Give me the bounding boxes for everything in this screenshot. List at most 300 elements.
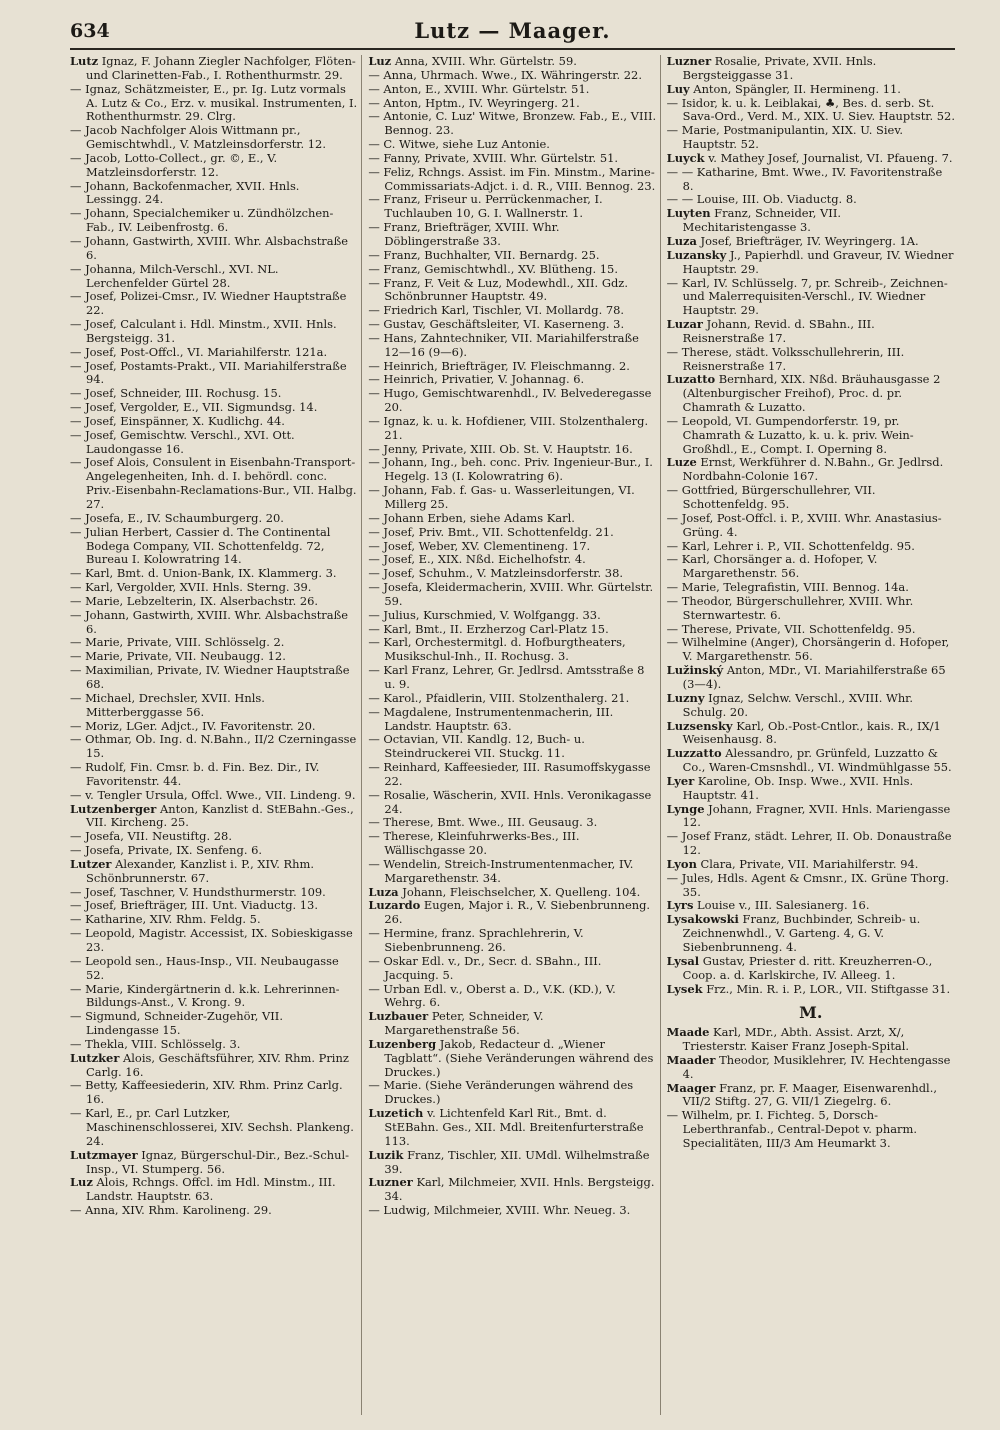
entry-text: — Karl, Bmt. d. Union-Bank, IX. Klammerg. 3. <box>70 566 337 581</box>
directory-entry <box>667 913 955 955</box>
entry-text: Gustav, Priester d. ritt. Kreuzherren-O., Coop. a. d. Karlskirche, IV. Alleeg. 1. <box>682 953 933 982</box>
entry-text: — Marie, Kindergärtnerin d. k.k. Lehrerinnen-Bildungs-Anst., V. Krong. 9. <box>70 981 340 1010</box>
entry-text: — Heinrich, Briefträger, IV. Fleischmanng. 2. <box>368 358 630 373</box>
directory-entry <box>368 761 656 789</box>
entry-text: — Therese, Bmt. Wwe., III. Geusaug. 3. <box>368 815 598 830</box>
entry-text: Alessandro, pr. Grünfeld, Luzzatto & Co., Waren-Cmsnshdl., VI. Windmühlgasse 55. <box>682 746 952 775</box>
entry-text: — Josef, E., XIX. Nßd. Eichelhofstr. 4. <box>368 552 586 567</box>
directory-entry <box>368 221 656 249</box>
directory-entry <box>667 55 955 83</box>
entry-text: Anton, Spängler, II. Hermineng. 11. <box>689 81 901 96</box>
directory-entry <box>70 152 358 180</box>
entry-surname: Maader <box>666 1052 716 1067</box>
section-letter: M. <box>799 1003 823 1023</box>
directory-entry <box>368 332 656 360</box>
directory-entry <box>368 955 656 983</box>
entry-surname: Luzsensky <box>666 718 733 733</box>
directory-entry <box>667 456 955 484</box>
entry-surname: Luza <box>666 233 697 248</box>
entry-text: — Moriz, LGer. Adjct., IV. Favoritenstr. 20. <box>70 718 316 733</box>
entry-text: — Josefa, Kleidermacherin, XVIII. Whr. Gürtelstr. 59. <box>368 580 654 608</box>
directory-entry <box>368 110 656 138</box>
directory-entry <box>70 886 358 900</box>
directory-entry <box>368 484 656 512</box>
directory-entry <box>667 803 955 831</box>
entry-text: — Octavian, VII. Kandlg. 12, Buch- u. Steindruckerei VII. Stuckg. 11. <box>368 732 585 761</box>
directory-entry <box>667 830 955 858</box>
entry-text: — — Louise, III. Ob. Viaductg. 8. <box>666 192 857 207</box>
directory-entry <box>667 249 955 277</box>
directory-entry <box>70 415 358 429</box>
entry-text: — Maximilian, Private, IV. Wiedner Hauptstraße 68. <box>70 663 350 691</box>
entry-text: — Wilhelmine (Anger), Chorsängerin d. Hofoper, V. Margarethenstr. 56. <box>666 635 950 664</box>
entry-text: — Johann, Gastwirth, XVIII. Whr. Alsbachstraße 6. <box>70 607 348 636</box>
entry-text: — — Katharine, Bmt. Wwe., IV. Favoritenstraße 8. <box>666 164 943 193</box>
entry-text: Ignaz, Bürgerschul-Dir., Bez.-Schul-Insp., VI. Stumperg. 56. <box>86 1147 350 1176</box>
entry-text: Louise v., III. Salesianerg. 16. <box>693 898 870 913</box>
column-right <box>667 55 958 1415</box>
directory-entry <box>70 789 358 803</box>
entry-text: — Franz, F. Veit & Luz, Modewhdl., XII. Gdz. Schönbrunner Hauptstr. 49. <box>368 275 628 304</box>
entry-surname: Luzny <box>666 690 705 705</box>
entry-surname: Lutzker <box>70 1050 120 1065</box>
directory-entry <box>667 277 955 319</box>
entry-text: — Karl, Lehrer i. P., VII. Schottenfeldg. 95. <box>666 538 915 553</box>
entry-surname: Lyon <box>666 856 697 871</box>
entry-surname: Luzar <box>666 317 703 332</box>
entry-text: — Johann, Ing., beh. conc. Priv. Ingenieur-Bur., I. Hegelg. 13 (I. Kolowratring 6). <box>368 455 653 484</box>
directory-entry <box>368 83 656 97</box>
entry-text: — Urban Edl. v., Oberst a. D., V.K. (KD.), V. Wehrg. 6. <box>368 981 616 1010</box>
directory-entry <box>70 899 358 913</box>
entry-text: — Marie. (Siehe Veränderungen während des Druckes.) <box>368 1078 634 1107</box>
entry-text: — Leopold, Magistr. Accessist, IX. Sobieskigasse 23. <box>70 926 353 954</box>
entry-text: — Marie, Telegrafistin, VIII. Bennog. 14a. <box>666 580 909 595</box>
entry-surname: Luzzatto <box>666 746 722 761</box>
directory-entry <box>70 844 358 858</box>
entry-surname: Luzner <box>666 55 712 68</box>
entry-text: — Josefa, Private, IX. Senfeng. 6. <box>70 843 263 858</box>
entry-surname: Luza <box>368 884 399 899</box>
directory-entry <box>667 858 955 872</box>
entry-text: — Karl, Vergolder, XVII. Hnls. Sterng. 39. <box>70 580 312 595</box>
directory-entry <box>368 387 656 415</box>
entry-text: — Antonie, C. Luz' Witwe, Bronzew. Fab., E., VIII. Bennog. 23. <box>368 109 657 138</box>
entry-text: Anton, Kanzlist d. StEBahn.-Ges., VII. Kircheng. 25. <box>86 801 354 830</box>
entry-text: — Isidor, k. u. k. Leiblakai, ♣, Bes. d. serb. St. Sava-Ord., Verd. M., XIX. U. Siev. Hauptstr. 52. <box>666 95 955 124</box>
entry-text: — Karol., Pfaidlerin, VIII. Stolzenthalerg. 21. <box>368 690 630 705</box>
entry-surname: Luze <box>666 455 697 470</box>
directory-entry <box>368 540 656 554</box>
directory-entry <box>70 913 358 927</box>
directory-entry <box>368 983 656 1011</box>
directory-entry <box>70 733 358 761</box>
directory-entry <box>667 83 955 97</box>
directory-entry <box>70 664 358 692</box>
entry-text: — Marie, Private, VII. Neubaugg. 12. <box>70 649 286 664</box>
directory-entry <box>70 636 358 650</box>
entry-text: Ignaz, Selchw. Verschl., XVIII. Whr. Schulg. 20. <box>682 690 914 719</box>
directory-entry <box>70 1010 358 1038</box>
entry-text: — Karl, Bmt., II. Erzherzog Carl-Platz 15. <box>368 621 609 636</box>
directory-entry <box>70 927 358 955</box>
entry-text: — Josef, Post-Offcl. i. P., XVIII. Whr. Anastasius-Grüng. 4. <box>666 510 942 539</box>
directory-entry <box>368 830 656 858</box>
entry-text: Karl, MDr., Abth. Assist. Arzt, X/, Triesterstr. Kaiser Franz Joseph-Spital. <box>682 1025 910 1054</box>
directory-entry <box>667 484 955 512</box>
entry-text: — Josef, Taschner, V. Hundsthurmerstr. 109. <box>70 884 326 899</box>
entry-text: Alexander, Kanzlist i. P., XIV. Rhm. Schönbrunnerstr. 67. <box>86 856 315 885</box>
directory-entry <box>70 650 358 664</box>
directory-entry <box>368 373 656 387</box>
entry-surname: Lutzer <box>70 856 112 871</box>
entry-text: Johann, Fleischselcher, X. Quelleng. 104. <box>398 884 641 899</box>
entry-text: — Franz, Gemischtwhdl., XV. Blütheng. 15. <box>368 261 618 276</box>
entry-text: — Jules, Hdls. Agent & Cmsnr., IX. Grüne Thorg. 35. <box>666 870 950 899</box>
directory-entry <box>70 55 358 83</box>
entry-text: — Reinhard, Kaffeesieder, III. Rasumoffskygasse 22. <box>368 760 651 788</box>
entry-text: — Rudolf, Fin. Cmsr. b. d. Fin. Bez. Dir., IV. Favoritenstr. 44. <box>70 760 320 788</box>
entry-text: — Karl, IV. Schlüsselg. 7, pr. Schreib-, Zeichnen- und Malerrequisiten-Verschl., IV. Wiedner Hauptstr. 29. <box>666 275 948 318</box>
entry-text: Karoline, Ob. Insp. Wwe., XVII. Hnls. Hauptstr. 41. <box>682 773 914 802</box>
directory-entry <box>70 803 358 831</box>
directory-entry <box>70 360 358 388</box>
directory-entry <box>70 83 358 125</box>
directory-entry <box>667 1026 955 1054</box>
entry-surname: Lutz <box>70 55 99 68</box>
entry-text: — Karl, E., pr. Carl Lutzker, Maschinenschlosserei, XIV. Sechsh. Plankeng. 24. <box>70 1106 354 1148</box>
entry-text: Eugen, Major i. R., V. Siebenbrunneng. 26. <box>384 898 651 927</box>
entry-text: J., Papierhdl. und Graveur, IV. Wiedner Hauptstr. 29. <box>682 247 954 276</box>
entry-text: — Wendelin, Streich-Instrumentenmacher, IV. Margarethenstr. 34. <box>368 856 634 885</box>
directory-entry <box>368 304 656 318</box>
directory-entry <box>667 415 955 457</box>
entry-text: Johann, Fragner, XVII. Hnls. Mariengasse 12. <box>682 801 951 830</box>
entry-text: — Josefa, E., IV. Schaumburgerg. 20. <box>70 510 284 525</box>
directory-entry <box>368 664 656 692</box>
entry-text: — Hermine, franz. Sprachlehrerin, V. Siebenbrunneng. 26. <box>368 926 584 954</box>
directory-entry <box>667 581 955 595</box>
entry-text: Ernst, Werkführer d. N.Bahn., Gr. Jedlrsd. Nordbahn-Colonie 167. <box>682 455 944 484</box>
directory-entry <box>70 955 358 983</box>
entry-text: Anton, MDr., VI. Mariahilferstraße 65 (3—4). <box>682 663 946 691</box>
entry-text: v. Lichtenfeld Karl Rit., Bmt. d. StEBahn. Ges., XII. Mdl. Breitenfurterstraße 113. <box>384 1106 644 1148</box>
directory-entry <box>368 733 656 761</box>
entry-text: Frz., Min. R. i. P., LOR., VII. Stiftgasse 31. <box>702 981 951 996</box>
entry-text: Franz, Buchbinder, Schreib- u. Zeichnenwhdl., V. Garteng. 4, G. V. Siebenbrunneng. 4. <box>682 912 921 954</box>
entry-text: Jakob, Redacteur d. „Wiener Tagblatt“. (Siehe Veränderungen während des Druckes.) <box>384 1036 654 1079</box>
directory-entry <box>667 166 955 194</box>
directory-entry <box>70 830 358 844</box>
directory-entry <box>368 927 656 955</box>
entry-text: — Michael, Drechsler, XVII. Hnls. Mitterberggasse 56. <box>70 690 265 719</box>
entry-surname: Luzatto <box>666 372 716 387</box>
entry-text: — Johanna, Milch-Verschl., XVI. NL. Lerchenfelder Gürtel 28. <box>70 261 279 290</box>
directory-entry <box>70 858 358 886</box>
directory-entry <box>368 526 656 540</box>
directory-entry <box>368 1149 656 1177</box>
directory-entry <box>368 553 656 567</box>
entry-text: — Therese, Private, VII. Schottenfeldg. 95. <box>666 621 916 636</box>
directory-entry <box>70 1176 358 1204</box>
entry-surname: Luzetich <box>368 1106 424 1121</box>
page-number: 634 <box>70 20 110 42</box>
entry-text: — Othmar, Ob. Ing. d. N.Bahn., II/2 Czerningasse 15. <box>70 732 357 761</box>
column-middle <box>368 55 660 1415</box>
directory-entry <box>368 789 656 817</box>
entry-surname: Maade <box>666 1025 710 1040</box>
entry-text: — Therese, städt. Volksschullehrerin, III. Reisnerstraße 17. <box>666 344 905 373</box>
directory-entry <box>667 747 955 775</box>
directory-entry <box>667 1054 955 1082</box>
directory-entry <box>667 207 955 235</box>
entry-text: — Ignaz, Schätzmeister, E., pr. Ig. Lutz vormals A. Lutz & Co., Erz. v. musikal. Instrumenten, I. Rothenthurmstr. 29. Clrg. <box>70 81 358 124</box>
directory-entry <box>667 193 955 207</box>
directory-entry <box>70 180 358 208</box>
directory-entry <box>70 526 358 568</box>
entry-text: Ignaz, F. Johann Ziegler Nachfolger, Flöten- und Clarinetten-Fab., I. Rothenthurmstr. 29. <box>86 55 356 82</box>
directory-entry <box>70 1079 358 1107</box>
entry-text: — Marie, Lebzelterin, IX. Alserbachstr. 26. <box>70 593 319 608</box>
entry-text: Johann, Revid. d. SBahn., III. Reisnerstraße 17. <box>682 317 875 345</box>
directory-entry <box>368 1204 656 1218</box>
entry-text: — Wilhelm, pr. I. Fichteg. 5, Dorsch-Leberthranfab., Central-Depot v. pharm. Specialitäten, III/3 Am Heumarkt 3. <box>666 1108 917 1150</box>
directory-entry <box>667 1082 955 1110</box>
entry-text: Franz, pr. F. Maager, Eisenwarenhdl., VII/2 Stiftg. 27, G. VII/1 Ziegelrg. 6. <box>682 1080 937 1109</box>
entry-text: — Jacob Nachfolger Alois Wittmann pr., Gemischtwhdl., V. Matzleinsdorferstr. 12. <box>70 123 326 152</box>
directory-entry <box>368 193 656 221</box>
directory-entry <box>667 692 955 720</box>
entry-text: — Theodor, Bürgerschullehrer, XVIII. Whr. Sternwartestr. 6. <box>666 593 914 622</box>
directory-entry <box>368 360 656 374</box>
directory-entry <box>70 429 358 457</box>
directory-columns <box>70 55 958 1415</box>
directory-entry <box>70 1107 358 1149</box>
entry-text: Theodor, Musiklehrer, IV. Hechtengasse 4. <box>682 1052 951 1081</box>
directory-entry <box>667 595 955 623</box>
directory-entry <box>667 152 955 166</box>
entry-text: Rosalie, Private, XVII. Hnls. Bergsteiggasse 31. <box>682 55 877 82</box>
entry-text: — Therese, Kleinfuhrwerks-Bes., III. Wällischgasse 20. <box>368 829 580 858</box>
entry-text: — Josef, Post-Offcl., VI. Mariahilferstr. 121a. <box>70 344 328 359</box>
entry-text: — Josef, Polizei-Cmsr., IV. Wiedner Hauptstraße 22. <box>70 289 347 318</box>
directory-entry <box>667 540 955 554</box>
entry-surname: Luz <box>70 1175 93 1190</box>
entry-text: — Jenny, Private, XIII. Ob. St. V. Hauptstr. 16. <box>368 441 633 456</box>
directory-entry <box>70 609 358 637</box>
directory-entry <box>667 553 955 581</box>
entry-text: — Josef, Vergolder, E., VII. Sigmundsg. 14. <box>70 400 318 415</box>
entry-text: — Leopold sen., Haus-Insp., VII. Neubaugasse 52. <box>70 953 339 982</box>
directory-entry <box>70 595 358 609</box>
directory-entry <box>368 1038 656 1080</box>
directory-entry <box>70 720 358 734</box>
directory-entry <box>368 886 656 900</box>
entry-surname: Lužinský <box>666 663 724 678</box>
directory-entry <box>368 1010 656 1038</box>
directory-entry <box>368 636 656 664</box>
entry-surname: Maager <box>666 1080 716 1095</box>
entry-surname: Lyrs <box>666 898 694 913</box>
entry-surname: Lutzmayer <box>70 1147 138 1162</box>
directory-entry <box>368 415 656 443</box>
entry-text: — Karl, Chorsänger a. d. Hofoper, V. Margarethenstr. 56. <box>666 552 878 581</box>
entry-text: — Anna, XIV. Rhm. Karolineng. 29. <box>70 1203 272 1218</box>
entry-text: — Josef, Gemischtw. Verschl., XVI. Ott. Laudongasse 16. <box>70 427 295 456</box>
directory-entry <box>368 456 656 484</box>
directory-entry <box>368 1079 656 1107</box>
entry-text: — C. Witwe, siehe Luz Antonie. <box>368 137 550 152</box>
entry-surname: Lutzenberger <box>70 801 157 816</box>
directory-entry <box>70 581 358 595</box>
entry-text: — Hans, Zahntechniker, VII. Mariahilferstraße 12—16 (9—6). <box>368 330 639 359</box>
entry-surname: Lysakowski <box>666 912 739 927</box>
directory-entry <box>368 816 656 830</box>
directory-entry <box>368 443 656 457</box>
directory-entry <box>368 152 656 166</box>
entry-text: — v. Tengler Ursula, Offcl. Wwe., VII. Lindeng. 9. <box>70 787 356 802</box>
entry-surname: Luzansky <box>666 247 727 262</box>
entry-text: — Johann, Gastwirth, XVIII. Whr. Alsbachstraße 6. <box>70 233 348 262</box>
directory-entry <box>368 97 656 111</box>
directory-entry <box>70 401 358 415</box>
directory-entry <box>368 512 656 526</box>
entry-surname: Lynge <box>666 801 705 816</box>
directory-entry <box>368 623 656 637</box>
directory-entry <box>70 1204 358 1218</box>
entry-surname: Luzner <box>368 1175 413 1190</box>
directory-entry <box>368 692 656 706</box>
entry-text: — Oskar Edl. v., Dr., Secr. d. SBahn., III. Jacquing. 5. <box>368 953 602 982</box>
entry-text: — Josef, Weber, XV. Clementineng. 17. <box>368 538 591 553</box>
directory-entry <box>368 263 656 277</box>
entry-text: — Feliz, Rchngs. Assist. im Fin. Minstm., Marine-Commissariats-Adjct. i. d. R., VIII. Bennog. 23. <box>368 164 656 193</box>
entry-text: Franz, Tischler, XII. UMdl. Wilhelmstraße 39. <box>384 1147 650 1176</box>
directory-entry <box>667 664 955 692</box>
entry-text: — Marie, Private, VIII. Schlösselg. 2. <box>70 635 285 650</box>
entry-text: — Katharine, XIV. Rhm. Feldg. 5. <box>70 912 261 927</box>
entry-surname: Luyck <box>666 150 705 165</box>
directory-entry <box>70 1038 358 1052</box>
directory-entry <box>667 872 955 900</box>
directory-entry <box>70 761 358 789</box>
entry-text: — Gustav, Geschäftsleiter, VI. Kaserneng. 3. <box>368 317 625 332</box>
entry-text: Peter, Schneider, V. Margarethenstraße 56. <box>384 1009 544 1038</box>
entry-text: — Magdalene, Instrumentenmacherin, III. Landstr. Hauptstr. 63. <box>368 704 614 733</box>
entry-surname: Luzardo <box>368 898 421 913</box>
directory-entry <box>368 277 656 305</box>
entry-text: — Rosalie, Wäscherin, XVII. Hnls. Veronikagasse 24. <box>368 787 652 816</box>
entry-text: — Franz, Briefträger, XVIII. Whr. Döblingerstraße 33. <box>368 220 560 248</box>
page-header <box>70 18 955 50</box>
entry-text: — Fanny, Private, XVIII. Whr. Gürtelstr. 51. <box>368 150 619 165</box>
entry-surname: Lyer <box>666 773 695 788</box>
directory-entry <box>70 235 358 263</box>
entry-text: Bernhard, XIX. Nßd. Bräuhausgasse 2 (Altenburgischer Freihof), Proc. d. pr. Chamrath & Luzatto. <box>682 372 941 415</box>
entry-text: — Josef, Schneider, III. Rochusg. 15. <box>70 386 282 401</box>
directory-entry <box>368 1176 656 1204</box>
directory-entry <box>70 692 358 720</box>
entry-text: — Anton, Hptm., IV. Weyringerg. 21. <box>368 95 580 110</box>
directory-entry <box>368 858 656 886</box>
directory-entry <box>368 55 656 69</box>
directory-entry <box>667 346 955 374</box>
entry-text: — Betty, Kaffeesiederin, XIV. Rhm. Prinz Carlg. 16. <box>70 1078 343 1107</box>
entry-surname: Lysek <box>666 981 703 996</box>
entry-surname: Luyten <box>666 206 711 221</box>
directory-entry <box>70 263 358 291</box>
entry-text: Alois, Geschäftsführer, XIV. Rhm. Prinz Carlg. 16. <box>86 1050 349 1079</box>
entry-surname: Luy <box>666 81 690 96</box>
entry-text: Alois, Rchngs. Offcl. im Hdl. Minstm., III. Landstr. Hauptstr. 63. <box>86 1175 336 1204</box>
directory-entry <box>70 456 358 511</box>
entry-text: — Julius, Kurschmied, V. Wolfgangg. 33. <box>368 607 601 622</box>
entry-surname: Luz <box>368 55 392 68</box>
entry-text: Clara, Private, VII. Mariahilferstr. 94. <box>696 856 919 871</box>
directory-entry <box>667 623 955 637</box>
entry-text: Karl, Ob.-Post-Cntlor., kais. R., IX/1 Weisenhausg. 8. <box>682 718 941 747</box>
entry-text: — Ignaz, k. u. k. Hofdiener, VIII. Stolzenthalerg. 21. <box>368 413 649 442</box>
entry-text: — Johann Erben, siehe Adams Karl. <box>368 510 575 525</box>
entry-surname: Luzenberg <box>368 1036 437 1051</box>
entry-text: — Josef, Schuhm., V. Matzleinsdorferstr. 38. <box>368 566 623 581</box>
directory-entry <box>70 207 358 235</box>
directory-entry <box>368 581 656 609</box>
entry-text: — Thekla, VIII. Schlösselg. 3. <box>70 1036 241 1051</box>
entry-text: — Josef, Priv. Bmt., VII. Schottenfeldg. 21. <box>368 524 614 539</box>
entry-text: — Josef, Calculant i. Hdl. Minstm., XVII. Hnls. Bergsteigg. 31. <box>70 317 337 345</box>
entry-text: — Franz, Buchhalter, VII. Bernardg. 25. <box>368 247 600 262</box>
directory-entry <box>70 318 358 346</box>
directory-entry <box>368 899 656 927</box>
entry-text: — Josef, Einspänner, X. Kudlichg. 44. <box>70 413 285 428</box>
directory-entry <box>368 1107 656 1149</box>
directory-entry <box>667 983 955 997</box>
directory-entry <box>368 249 656 263</box>
directory-entry <box>70 290 358 318</box>
directory-entry <box>667 373 955 415</box>
entry-text: — Heinrich, Privatier, V. Johannag. 6. <box>368 372 585 387</box>
entry-text: — Josef, Postamts-Prakt., VII. Mariahilferstraße 94. <box>70 358 347 387</box>
directory-entry <box>667 636 955 664</box>
directory-entry <box>70 1052 358 1080</box>
entry-text: — Karl Franz, Lehrer, Gr. Jedlrsd. Amtsstraße 8 u. 9. <box>368 663 645 691</box>
directory-entry <box>368 318 656 332</box>
directory-entry <box>70 346 358 360</box>
directory-entry <box>667 235 955 249</box>
directory-entry <box>667 899 955 913</box>
entry-surname: Lysal <box>666 953 700 968</box>
entry-text: — Johann, Specialchemiker u. Zündhölzchen-Fab., IV. Leibenfrostg. 6. <box>70 206 334 235</box>
directory-entry <box>667 512 955 540</box>
directory-entry <box>70 983 358 1011</box>
entry-text: Karl, Milchmeier, XVII. Hnls. Bergsteigg. 34. <box>384 1175 655 1204</box>
entry-surname: Luzik <box>368 1147 404 1162</box>
entry-text: — Jacob, Lotto-Collect., gr. ©, E., V. Matzleinsdorferstr. 12. <box>70 150 278 179</box>
directory-entry <box>667 775 955 803</box>
entry-text: — Sigmund, Schneider-Zugehör, VII. Lindengasse 15. <box>70 1009 283 1038</box>
column-left <box>70 55 362 1415</box>
entry-text: — Anton, E., XVIII. Whr. Gürtelstr. 51. <box>368 81 590 96</box>
entry-text: — Leopold, VI. Gumpendorferstr. 19, pr. Chamrath & Luzatto, k. u. k. priv. Wein-Großhdl., E., Compt. I. Operning 8. <box>666 413 914 456</box>
entry-text: — Josef Alois, Consulent in Eisenbahn-Transport-Angelegenheiten, Inh. d. I. behördl. conc. Priv.-Eisenbahn-Reclamations-Bur., VII. Halbg. 27. <box>70 455 357 511</box>
entry-text: — Ludwig, Milchmeier, XVIII. Whr. Neueg. 3. <box>368 1203 631 1218</box>
directory-entry <box>667 1109 955 1151</box>
directory-entry <box>368 166 656 194</box>
entry-text: — Friedrich Karl, Tischler, VI. Mollardg. 78. <box>368 303 625 318</box>
directory-entry <box>368 567 656 581</box>
directory-entry <box>70 567 358 581</box>
